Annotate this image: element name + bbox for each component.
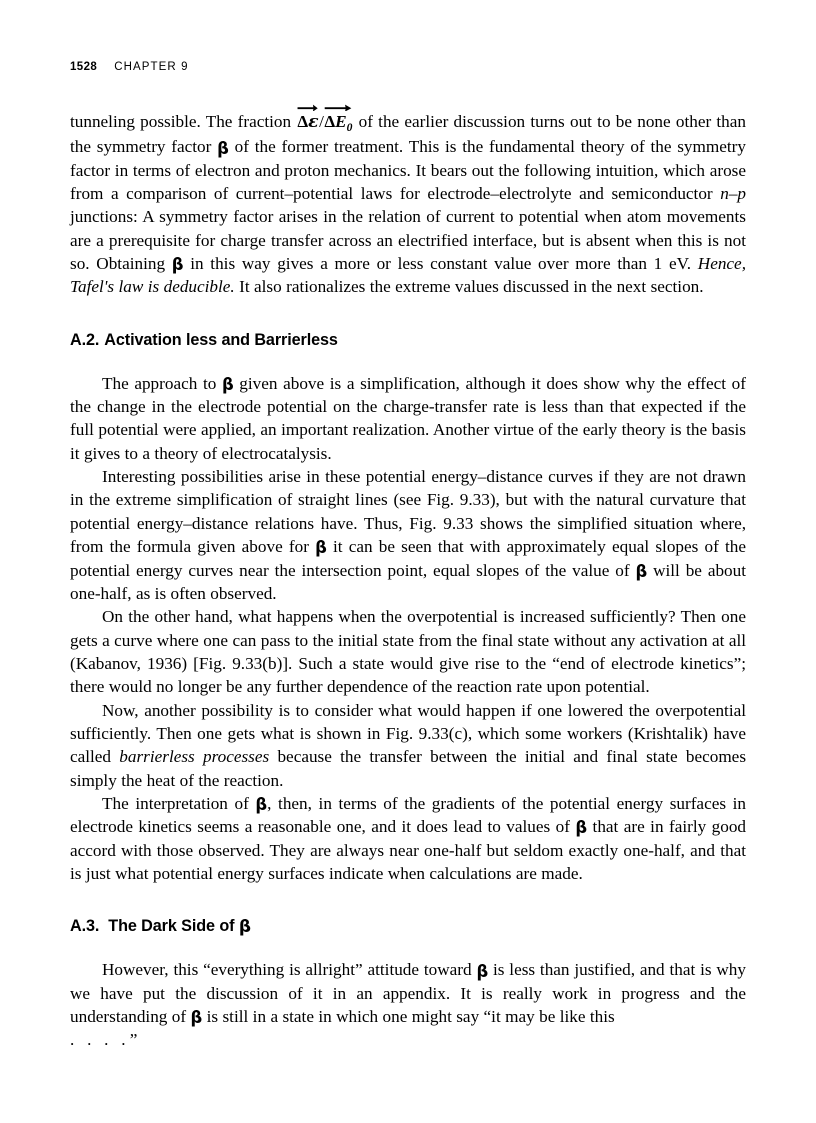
beta-symbol: β	[217, 138, 229, 158]
spacer	[70, 885, 746, 916]
spacer	[70, 350, 746, 372]
paragraph-a2-4	[70, 699, 746, 792]
right-arrow-icon	[297, 104, 318, 111]
a2p4-seg2-italic: barrierless processes	[119, 747, 270, 767]
spacer	[70, 936, 746, 958]
a2p5-seg1: The interpretation of	[102, 793, 256, 813]
right-arrow-icon	[324, 104, 352, 111]
beta-symbol: β	[190, 1008, 203, 1028]
paragraph-a3-1	[70, 958, 746, 1051]
p1-seg8: It also rationalizes the extreme values discussed in the next section.	[234, 277, 704, 297]
a2p1-seg2: given above is a simplification, although it does show why the effect of the change in the electrode potential on the charge-transfer rate is less than that expected if the full potential were applied, an important realization. Another virtue of the early theory is the basis it gives to a theory of electrocatalysis.	[70, 373, 747, 463]
a3p1-seg4-ellipsis: . . . .”	[70, 1030, 142, 1050]
section-heading-a3	[70, 916, 746, 936]
beta-symbol: β	[575, 818, 588, 838]
a3p1-seg2: is less than justified, and that is why we have put the discussion of it in an appendix. It is really work in progress and the understanding of	[70, 960, 746, 1026]
p1-seg7-italic: Hence, Tafel's law is deducible.	[70, 254, 746, 297]
subscript-zero: 0	[346, 120, 353, 134]
paragraph-a2-3	[70, 605, 746, 698]
beta-symbol: β	[635, 561, 648, 581]
a2p3-seg1: On the other hand, what happens when the overpotential is increased sufficiently? Then one gets a curve where one can pass to the initial state from the final state without any activation at all (Kabanov, 1936) [Fig. 9.33(b)]. Such a state would give rise to the “end of electrode kinetics”; there would no longer be any further dependence of the reaction rate upon potential.	[70, 607, 746, 697]
chapter-label: CHAPTER 9	[114, 61, 189, 73]
a3p1-seg3: is still in a state in which one might say “it may be like this	[202, 1007, 615, 1026]
p1-seg2: of the earlier discussion turns out to be none other than the symmetry factor	[70, 112, 747, 157]
section-heading-a2	[70, 330, 746, 350]
beta-symbol: β	[238, 917, 251, 938]
a3p1-seg1: However, this “everything is allright” attitude toward	[102, 960, 477, 980]
delta-epsilon-symbol: Δε	[297, 112, 319, 132]
section-number: A.3.	[70, 917, 100, 936]
paragraph-a2-5	[70, 792, 746, 885]
section-number: A.2.	[70, 330, 100, 349]
a2p1-seg1: The approach to	[102, 373, 222, 393]
beta-symbol: β	[255, 795, 268, 815]
text-column	[70, 104, 746, 1052]
a2p4-seg3: because the transfer between the initial and final state becomes simply the heat of the reaction.	[70, 747, 747, 790]
section-title: The Dark Side of	[108, 917, 239, 936]
delta-e-symbol: ΔE	[324, 112, 347, 131]
a2p5-seg3: that are in fairly good accord with those observed. They are always near one-half but seldom exactly one-half, and that is just what potential energy surfaces indicate when calculations are made.	[70, 817, 747, 883]
p1-seg3: of the former treatment. This is the fundamental theory of the symmetry factor in terms of electron and proton mechanics. It bears out the following intuition, which arose from a comparison of current–potential laws for electrode–electrolyte and semiconductor	[70, 137, 746, 204]
running-head	[70, 60, 189, 74]
p1-seg5: junctions: A symmetry factor arises in the relation of current to potential when atom movements are a prerequisite for charge transfer across an electrified interface, but is absent when this is not so. Obtaining	[70, 207, 746, 274]
beta-symbol: β	[221, 374, 234, 394]
delta-epsilon-over-delta-e-zero-math	[297, 104, 352, 135]
beta-symbol: β	[476, 961, 489, 981]
a2p4-seg1: Now, another possibility is to consider what would happen if one lowered the overpotential sufficiently. Then one gets what is shown in Fig. 9.33(c), which some workers (Krishtalik) have called	[70, 700, 746, 767]
page-number: 1528	[70, 61, 98, 73]
vector-delta-epsilon	[297, 104, 318, 134]
vector-delta-e-zero	[324, 104, 352, 135]
p1-seg4-italic: n–p	[720, 184, 746, 204]
spacer	[70, 299, 746, 330]
paragraph-continued	[70, 104, 746, 299]
a2p2-seg2: it can be seen that with approximately equal slopes of the potential energy curves near the intersection point, equal slopes of the value of	[70, 537, 746, 580]
a2p5-seg2: , then, in terms of the gradients of the potential energy surfaces in electrode kinetics seems a reasonable one, and it does lead to values of	[70, 793, 746, 837]
fraction-slash: /	[319, 112, 324, 131]
beta-symbol: β	[171, 255, 184, 275]
paragraph-a2-1	[70, 372, 746, 465]
p1-seg1: tunneling possible. The fraction	[70, 112, 297, 131]
a2p2-seg1: Interesting possibilities arise in these potential energy–distance curves if they are not drawn in the extreme simplification of straight lines (see Fig. 9.33), but with the natural curvature that potential energy–distance relations have. Thus, Fig. 9.33 shows the simplified situation where, from the formula given above for	[70, 467, 746, 557]
paragraph-a2-2	[70, 465, 746, 605]
p1-seg6: in this way gives a more or less constant value over more than 1 eV.	[183, 254, 698, 274]
section-title: Activation less and Barrierless	[104, 330, 338, 349]
beta-symbol: β	[315, 538, 327, 558]
a2p2-seg3: will be about one-half, as is often observed.	[70, 560, 747, 603]
